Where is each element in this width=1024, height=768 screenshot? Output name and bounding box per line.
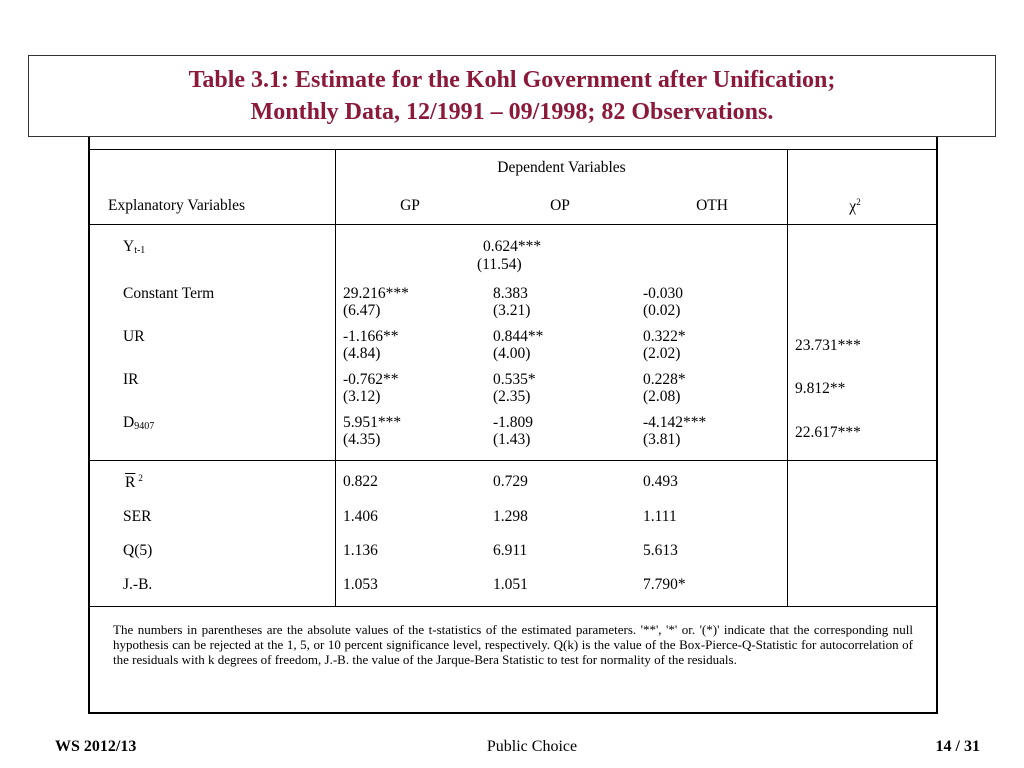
footer-page-number: 14 / 31: [935, 738, 980, 755]
stat-oth: 0.493: [643, 473, 678, 490]
stat-op: 1.298: [493, 508, 528, 525]
stat-gp: 1.053: [343, 576, 378, 593]
col-divider-2: [787, 149, 788, 606]
cell-gp-t: (3.12): [343, 388, 381, 405]
footer-course: Public Choice: [486, 738, 578, 755]
stat-op: 1.051: [493, 576, 528, 593]
rule-notes: [90, 606, 936, 607]
column-header-op: OP: [550, 197, 570, 214]
row-label-y-lag: $Y_{t-1}$: [123, 238, 146, 256]
dependent-variables-header: Dependent Variables: [497, 159, 626, 176]
column-header-chi-square: $\chi^2$: [849, 197, 861, 216]
cell-oth: -0.030: [643, 285, 684, 302]
column-header-gp: GP: [400, 197, 420, 214]
cell-gp: -1.166**: [343, 328, 399, 345]
cell-gp: 5.951***: [343, 414, 402, 431]
slide-title: [28, 55, 996, 137]
cell-op-t: (2.35): [493, 388, 531, 405]
cell-oth: 0.322*: [643, 328, 686, 345]
stat-gp: 1.406: [343, 508, 378, 525]
cell-gp: 29.216***: [343, 285, 409, 302]
cell-oth-t: (3.81): [643, 431, 681, 448]
cell-gp: -0.762**: [343, 371, 399, 388]
stat-op: 0.729: [493, 473, 528, 490]
cell-op-t: (1.43): [493, 431, 531, 448]
cell-chi: 9.812**: [795, 380, 846, 397]
stat-label-r-bar-squared: $\overline{R}$ $^2$: [125, 473, 143, 492]
explanatory-variables-header: Explanatory Variables: [108, 197, 246, 214]
cell-oth-t: (2.02): [643, 345, 681, 362]
cell-oth: -4.142***: [643, 414, 707, 431]
cell-op-t: (3.21): [493, 302, 531, 319]
cell-oth: 0.228*: [643, 371, 686, 388]
stat-oth: 5.613: [643, 542, 678, 559]
stat-gp: 0.822: [343, 473, 378, 490]
cell-op: 8.383: [493, 285, 528, 302]
shared-t-stat: (11.54): [477, 256, 522, 273]
table-footnote: The numbers in parentheses are the absolute values of the t-statistics of the estimated parameters. '**', '*' or. '(*)' indicate that the corresponding null hypothesis can be rejected at the 1, 5, or 10 percent significance level, respectively. Q(k) is the value of the Box-Pierce-Q-Statistic for autocorrelation of the residuals with k degrees of freedom, J.-B. the value of the Jarque-Bera Statistic to test for normality of the residuals.: [113, 622, 913, 667]
title-line-2: Monthly Data, 12/1991 – 09/1998; 82 Observations.: [250, 99, 774, 125]
row-label-dummy: $D_{9407}$: [123, 414, 155, 432]
footer-semester: WS 2012/13: [55, 738, 137, 755]
stat-oth: 1.111: [643, 508, 677, 525]
cell-gp-t: (4.35): [343, 431, 381, 448]
rule-top: [90, 149, 936, 150]
row-label-constant: Constant Term: [123, 285, 215, 302]
cell-op: 0.535*: [493, 371, 536, 388]
stat-label-ser: SER: [123, 508, 152, 525]
cell-oth-t: (0.02): [643, 302, 681, 319]
cell-chi: 22.617***: [795, 424, 861, 441]
cell-oth-t: (2.08): [643, 388, 681, 405]
cell-chi: 23.731***: [795, 337, 861, 354]
stat-label-jb: J.-B.: [123, 576, 153, 593]
rule-header: [90, 224, 936, 225]
column-header-oth: OTH: [696, 197, 728, 214]
cell-op: 0.844**: [493, 328, 544, 345]
col-divider-1: [335, 149, 336, 606]
row-label-ir: IR: [123, 371, 139, 388]
stat-op: 6.911: [493, 542, 528, 559]
rule-stats: [90, 460, 936, 461]
stat-gp: 1.136: [343, 542, 378, 559]
title-line-1: Table 3.1: Estimate for the Kohl Government after Unification;: [188, 67, 836, 93]
stat-label-q5: Q(5): [123, 542, 153, 559]
cell-gp-t: (6.47): [343, 302, 381, 319]
cell-op: -1.809: [493, 414, 534, 431]
row-label-ur: UR: [123, 328, 145, 345]
cell-op-t: (4.00): [493, 345, 531, 362]
cell-gp-t: (4.84): [343, 345, 381, 362]
stat-oth: 7.790*: [643, 576, 686, 593]
shared-coefficient: 0.624***: [483, 238, 542, 255]
